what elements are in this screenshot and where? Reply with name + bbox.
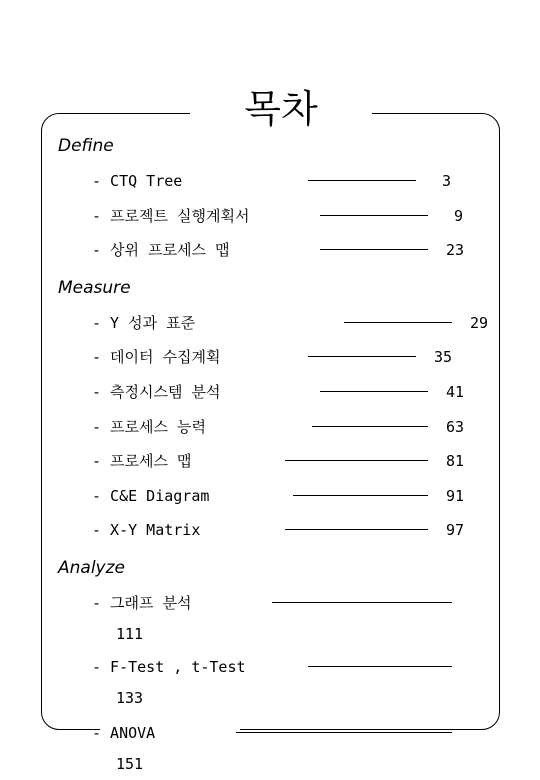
- toc-item-process-map[interactable]: - 프로세스 맵: [92, 452, 192, 470]
- toc-leader-line: [285, 460, 428, 461]
- section-heading-define: Define: [58, 136, 114, 156]
- toc-item-f-test-t-test[interactable]: - F-Test , t-Test: [92, 658, 246, 676]
- toc-leader-line: [344, 322, 452, 323]
- toc-item-anova[interactable]: - ANOVA: [92, 724, 156, 742]
- toc-page-number: 29: [470, 314, 489, 332]
- toc-item-ctq-tree[interactable]: - CTQ Tree: [92, 172, 183, 190]
- toc-page-number: 9: [454, 207, 464, 225]
- toc-leader-line: [320, 215, 428, 216]
- toc-leader-line: [320, 249, 428, 250]
- toc-page-number: 35: [434, 348, 453, 366]
- section-heading-measure: Measure: [58, 278, 131, 298]
- toc-leader-line: [285, 529, 428, 530]
- toc-page-number: 63: [446, 418, 465, 436]
- toc-page-number: 91: [446, 487, 465, 505]
- toc-item-msa[interactable]: - 측정시스템 분석: [92, 383, 221, 401]
- toc-leader-line: [308, 180, 416, 181]
- toc-leader-line: [272, 602, 452, 603]
- toc-item-data-collection-plan[interactable]: - 데이터 수집계획: [92, 348, 221, 366]
- toc-item-project-plan[interactable]: - 프로젝트 실행계획서: [92, 207, 250, 225]
- toc-page-number: 3: [442, 172, 452, 190]
- toc-page-number: 151: [116, 755, 144, 773]
- toc-leader-line: [308, 666, 452, 667]
- toc-leader-line: [308, 356, 416, 357]
- toc-item-graph-analysis[interactable]: - 그래프 분석: [92, 594, 192, 612]
- page-title: 목차: [244, 87, 318, 131]
- toc-item-process-capability[interactable]: - 프로세스 능력: [92, 418, 207, 436]
- toc-page-number: 97: [446, 521, 465, 539]
- toc-page-number: 23: [446, 241, 465, 259]
- toc-page-number: 41: [446, 383, 465, 401]
- section-heading-analyze: Analyze: [58, 558, 125, 578]
- toc-page-number: 133: [116, 689, 144, 707]
- toc-leader-line: [236, 732, 452, 733]
- toc-page-number: 81: [446, 452, 465, 470]
- toc-leader-line: [312, 426, 428, 427]
- toc-page-number: 111: [116, 625, 144, 643]
- toc-item-y-standard[interactable]: - Y 성과 표준: [92, 314, 196, 332]
- toc-item-top-process-map[interactable]: - 상위 프로세스 맵: [92, 241, 230, 259]
- toc-item-ce-diagram[interactable]: - C&E Diagram: [92, 487, 210, 505]
- toc-item-xy-matrix[interactable]: - X-Y Matrix: [92, 521, 201, 539]
- toc-leader-line: [293, 495, 428, 496]
- toc-leader-line: [320, 391, 428, 392]
